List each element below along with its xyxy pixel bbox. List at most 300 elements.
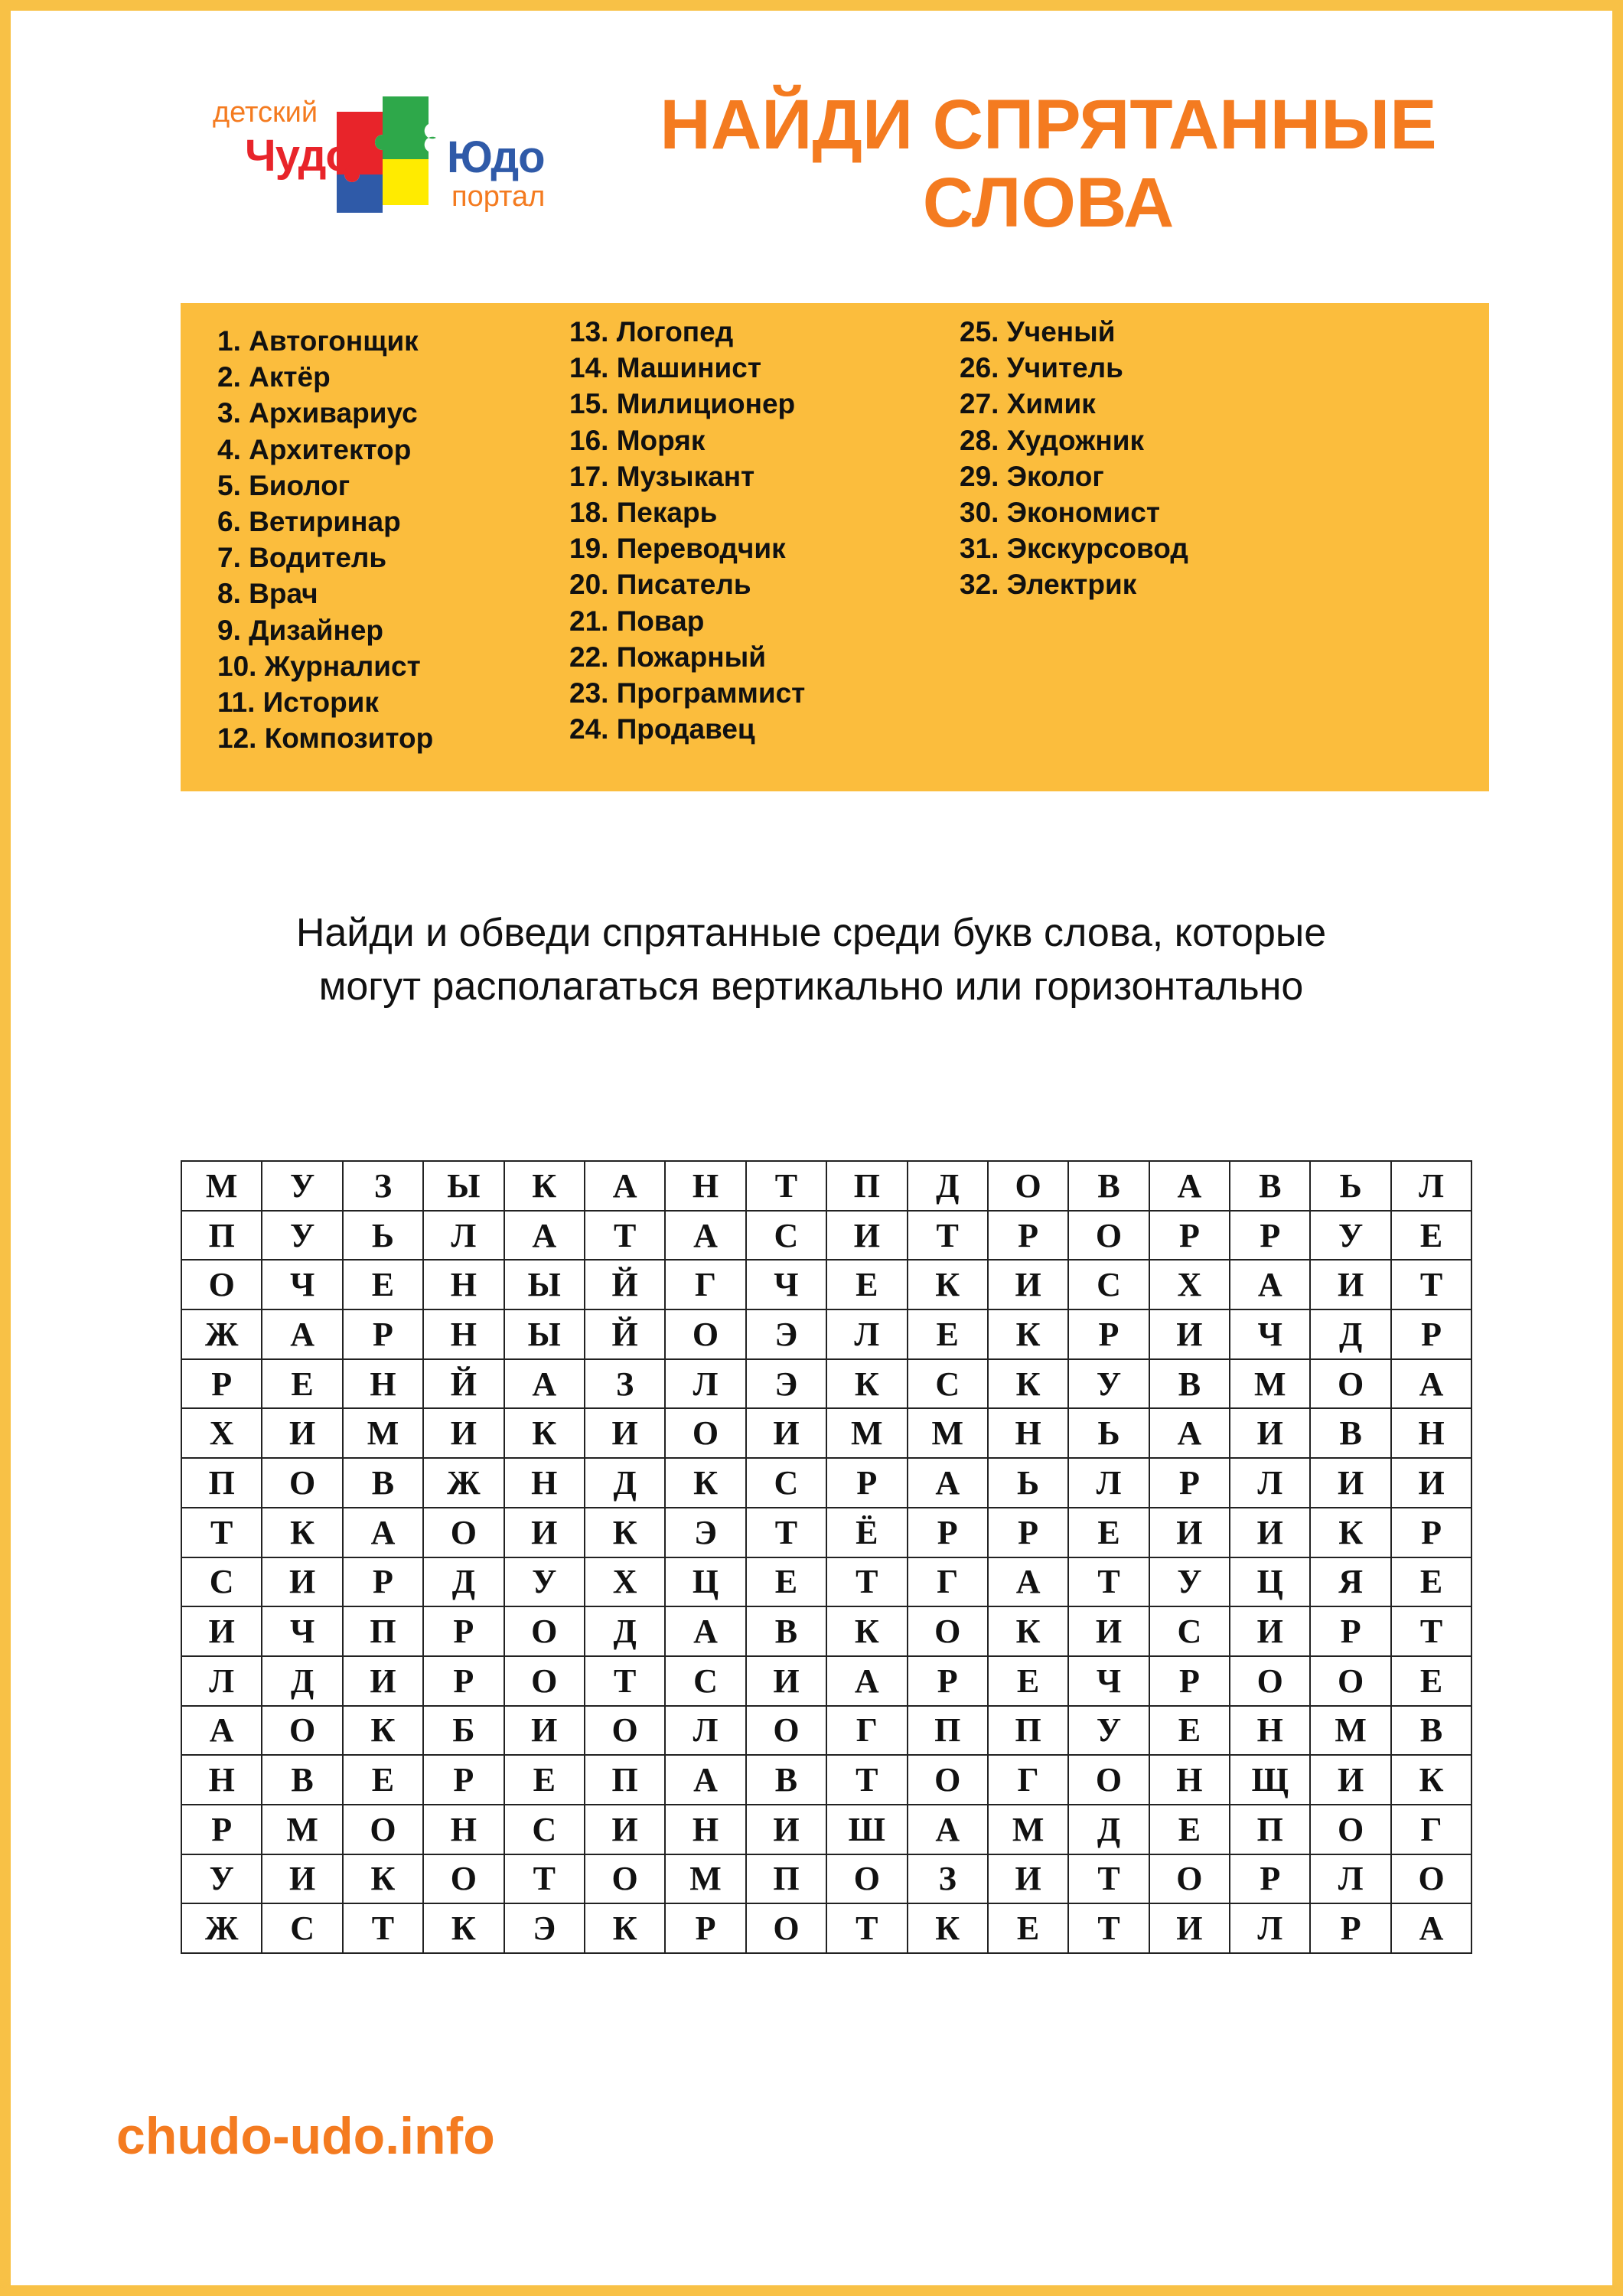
word-list-item: 15. Милиционер bbox=[569, 388, 796, 420]
grid-cell[interactable]: О bbox=[988, 1161, 1068, 1211]
grid-cell[interactable]: М bbox=[262, 1805, 342, 1854]
grid-cell[interactable]: Р bbox=[826, 1458, 907, 1508]
grid-cell[interactable]: О bbox=[1310, 1359, 1390, 1409]
grid-cell[interactable]: С bbox=[908, 1359, 988, 1409]
grid-cell[interactable]: У bbox=[181, 1854, 262, 1904]
grid-cell[interactable]: Т bbox=[826, 1557, 907, 1607]
grid-cell[interactable]: Д bbox=[908, 1161, 988, 1211]
grid-cell[interactable]: Л bbox=[1310, 1854, 1390, 1904]
grid-cell[interactable]: П bbox=[181, 1458, 262, 1508]
grid-cell[interactable]: Г bbox=[826, 1706, 907, 1756]
grid-cell[interactable]: Р bbox=[1149, 1211, 1230, 1261]
grid-cell[interactable]: К bbox=[1391, 1755, 1471, 1805]
grid-cell[interactable]: И bbox=[1149, 1309, 1230, 1359]
word-list-item: 13. Логопед bbox=[569, 316, 734, 347]
grid-cell[interactable]: И bbox=[826, 1211, 907, 1261]
grid-cell[interactable]: Ы bbox=[504, 1260, 585, 1309]
grid-cell[interactable]: Е bbox=[1149, 1706, 1230, 1756]
grid-cell[interactable]: К bbox=[826, 1606, 907, 1656]
grid-cell[interactable]: А bbox=[1391, 1903, 1471, 1953]
grid-row bbox=[181, 1508, 1471, 1557]
grid-cell[interactable]: И bbox=[262, 1557, 342, 1607]
grid-row bbox=[181, 1408, 1471, 1458]
title-line-2: СЛОВА bbox=[922, 164, 1175, 242]
grid-cell[interactable]: Р bbox=[908, 1508, 988, 1557]
word-list-item: 9. Дизайнер bbox=[217, 614, 383, 646]
logo[interactable] bbox=[207, 90, 566, 220]
word-list-item: 12. Композитор bbox=[217, 722, 434, 755]
grid-cell[interactable]: И bbox=[988, 1260, 1068, 1309]
grid-cell[interactable]: И bbox=[1068, 1606, 1149, 1656]
grid-cell[interactable]: К bbox=[1310, 1508, 1390, 1557]
grid-cell[interactable]: И bbox=[504, 1508, 585, 1557]
grid-cell[interactable]: И bbox=[1310, 1260, 1390, 1309]
logo-brand-right: Юдо bbox=[447, 132, 545, 182]
grid-cell[interactable]: П bbox=[1230, 1805, 1310, 1854]
grid-cell[interactable]: О bbox=[826, 1854, 907, 1904]
grid-row bbox=[181, 1606, 1471, 1656]
grid-cell[interactable]: А bbox=[262, 1309, 342, 1359]
grid-cell[interactable]: У bbox=[1149, 1557, 1230, 1607]
grid-cell[interactable]: И bbox=[746, 1408, 826, 1458]
grid-cell[interactable]: В bbox=[1310, 1408, 1390, 1458]
word-list-item: 20. Писатель bbox=[569, 569, 751, 601]
grid-cell[interactable]: Р bbox=[181, 1805, 262, 1854]
grid-cell[interactable]: Р bbox=[423, 1656, 504, 1706]
grid-cell[interactable]: Т bbox=[746, 1161, 826, 1211]
logo-top-text: детский bbox=[213, 96, 318, 129]
grid-cell[interactable]: Л bbox=[1068, 1458, 1149, 1508]
grid-cell[interactable]: Н bbox=[665, 1161, 745, 1211]
grid-cell[interactable]: Г bbox=[1391, 1805, 1471, 1854]
grid-cell[interactable]: О bbox=[665, 1408, 745, 1458]
grid-cell[interactable]: А bbox=[1149, 1161, 1230, 1211]
grid-cell[interactable]: И bbox=[262, 1408, 342, 1458]
grid-cell[interactable]: Р bbox=[1230, 1854, 1310, 1904]
grid-cell[interactable]: Т bbox=[1391, 1260, 1471, 1309]
grid-cell[interactable]: В bbox=[1230, 1161, 1310, 1211]
grid-cell[interactable]: С bbox=[1068, 1260, 1149, 1309]
grid-cell[interactable]: О bbox=[423, 1508, 504, 1557]
word-list-item: 8. Врач bbox=[217, 578, 318, 610]
grid-cell[interactable]: И bbox=[585, 1408, 665, 1458]
grid-cell[interactable]: Т bbox=[504, 1854, 585, 1904]
grid-cell[interactable]: Й bbox=[585, 1309, 665, 1359]
grid-cell[interactable]: Э bbox=[504, 1903, 585, 1953]
grid-cell[interactable]: В bbox=[746, 1755, 826, 1805]
grid-row bbox=[181, 1805, 1471, 1854]
grid-cell[interactable]: О bbox=[665, 1309, 745, 1359]
grid-cell[interactable]: С bbox=[181, 1557, 262, 1607]
grid-cell[interactable]: И bbox=[1230, 1408, 1310, 1458]
grid-cell[interactable]: Т bbox=[181, 1508, 262, 1557]
grid-cell[interactable]: И bbox=[1310, 1458, 1390, 1508]
grid-cell[interactable]: М bbox=[181, 1161, 262, 1211]
grid-cell[interactable]: Т bbox=[585, 1656, 665, 1706]
grid-cell[interactable]: Ь bbox=[988, 1458, 1068, 1508]
grid-cell[interactable]: Р bbox=[908, 1656, 988, 1706]
grid-cell[interactable]: М bbox=[1310, 1706, 1390, 1756]
grid-cell[interactable]: И bbox=[1149, 1903, 1230, 1953]
grid-cell[interactable]: Т bbox=[826, 1903, 907, 1953]
grid-cell[interactable]: А bbox=[1149, 1408, 1230, 1458]
grid-cell[interactable]: Н bbox=[423, 1309, 504, 1359]
grid-cell[interactable]: Е bbox=[1391, 1557, 1471, 1607]
grid-cell[interactable]: К bbox=[988, 1359, 1068, 1409]
word-list-item: 27. Химик bbox=[960, 388, 1096, 420]
grid-cell[interactable]: Е bbox=[826, 1260, 907, 1309]
grid-cell[interactable]: Р bbox=[1230, 1211, 1310, 1261]
grid-cell[interactable]: Р bbox=[1391, 1309, 1471, 1359]
grid-cell[interactable]: П bbox=[181, 1211, 262, 1261]
grid-cell[interactable]: О bbox=[504, 1656, 585, 1706]
grid-cell[interactable]: Р bbox=[423, 1606, 504, 1656]
grid-cell[interactable]: Г bbox=[665, 1260, 745, 1309]
grid-cell[interactable]: М bbox=[988, 1805, 1068, 1854]
page-title bbox=[627, 86, 1469, 242]
grid-cell[interactable]: Р bbox=[423, 1755, 504, 1805]
grid-cell[interactable]: А bbox=[908, 1805, 988, 1854]
word-list-item: 23. Программист bbox=[569, 677, 806, 709]
grid-cell[interactable]: П bbox=[343, 1606, 423, 1656]
word-list-item: 21. Повар bbox=[569, 605, 705, 637]
grid-cell[interactable]: А bbox=[181, 1706, 262, 1756]
grid-cell[interactable]: С bbox=[746, 1211, 826, 1261]
grid-cell[interactable]: У bbox=[1068, 1706, 1149, 1756]
grid-cell[interactable]: О bbox=[262, 1706, 342, 1756]
grid-cell[interactable]: Е bbox=[988, 1656, 1068, 1706]
grid-row bbox=[181, 1161, 1471, 1211]
grid-cell[interactable]: А bbox=[988, 1557, 1068, 1607]
grid-cell[interactable]: О bbox=[1391, 1854, 1471, 1904]
grid-cell[interactable]: Л bbox=[181, 1656, 262, 1706]
grid-cell[interactable]: Т bbox=[826, 1755, 907, 1805]
grid-cell[interactable]: К bbox=[988, 1309, 1068, 1359]
grid-cell[interactable]: Н bbox=[1391, 1408, 1471, 1458]
grid-cell[interactable]: Ж bbox=[181, 1903, 262, 1953]
grid-cell[interactable]: М bbox=[1230, 1359, 1310, 1409]
grid-cell[interactable]: О bbox=[746, 1706, 826, 1756]
grid-cell[interactable]: Р bbox=[343, 1557, 423, 1607]
grid-cell[interactable]: В bbox=[343, 1458, 423, 1508]
grid-cell[interactable]: П bbox=[988, 1706, 1068, 1756]
grid-cell[interactable]: Р bbox=[988, 1508, 1068, 1557]
grid-cell[interactable]: Л bbox=[1391, 1161, 1471, 1211]
grid-cell[interactable]: А bbox=[504, 1211, 585, 1261]
grid-cell[interactable]: Щ bbox=[1230, 1755, 1310, 1805]
grid-cell[interactable]: О bbox=[343, 1805, 423, 1854]
grid-cell[interactable]: В bbox=[1391, 1706, 1471, 1756]
grid-cell[interactable]: К bbox=[423, 1903, 504, 1953]
grid-row bbox=[181, 1557, 1471, 1607]
word-list-panel bbox=[181, 303, 1489, 791]
grid-cell[interactable]: У bbox=[262, 1161, 342, 1211]
grid-cell[interactable]: Д bbox=[585, 1606, 665, 1656]
grid-cell[interactable]: У bbox=[1068, 1359, 1149, 1409]
grid-cell[interactable]: Й bbox=[585, 1260, 665, 1309]
grid-cell[interactable]: Е bbox=[1068, 1508, 1149, 1557]
grid-cell[interactable]: П bbox=[585, 1755, 665, 1805]
grid-cell[interactable]: О bbox=[1310, 1656, 1390, 1706]
grid-cell[interactable]: Д bbox=[1068, 1805, 1149, 1854]
grid-cell[interactable]: Ё bbox=[826, 1508, 907, 1557]
grid-cell[interactable]: К bbox=[826, 1359, 907, 1409]
grid-cell[interactable]: Ж bbox=[423, 1458, 504, 1508]
grid-cell[interactable]: Д bbox=[423, 1557, 504, 1607]
grid-cell[interactable]: Л bbox=[665, 1706, 745, 1756]
grid-cell[interactable]: О bbox=[1068, 1211, 1149, 1261]
grid-cell[interactable]: А bbox=[826, 1656, 907, 1706]
grid-cell[interactable]: И bbox=[262, 1854, 342, 1904]
grid-cell[interactable]: К bbox=[343, 1854, 423, 1904]
grid-cell[interactable]: Н bbox=[504, 1458, 585, 1508]
grid-cell[interactable]: О bbox=[585, 1706, 665, 1756]
grid-cell[interactable]: Ч bbox=[262, 1606, 342, 1656]
grid-cell[interactable]: Е bbox=[343, 1755, 423, 1805]
grid-row bbox=[181, 1458, 1471, 1508]
grid-cell[interactable]: Р bbox=[1391, 1508, 1471, 1557]
word-list-column-3 bbox=[960, 314, 1188, 603]
grid-cell[interactable]: Н bbox=[1149, 1755, 1230, 1805]
grid-cell[interactable]: С bbox=[504, 1805, 585, 1854]
grid-cell[interactable]: Д bbox=[262, 1656, 342, 1706]
grid-cell[interactable]: Л bbox=[1230, 1903, 1310, 1953]
grid-cell[interactable]: С bbox=[665, 1656, 745, 1706]
grid-cell[interactable]: К bbox=[585, 1903, 665, 1953]
grid-cell[interactable]: Ы bbox=[423, 1161, 504, 1211]
grid-cell[interactable]: Ч bbox=[746, 1260, 826, 1309]
grid-cell[interactable]: Н bbox=[423, 1805, 504, 1854]
grid-cell[interactable]: Л bbox=[423, 1211, 504, 1261]
grid-cell[interactable]: А bbox=[665, 1606, 745, 1656]
grid-cell[interactable]: И bbox=[1310, 1755, 1390, 1805]
grid-cell[interactable]: Т bbox=[1068, 1557, 1149, 1607]
grid-cell[interactable]: К bbox=[262, 1508, 342, 1557]
grid-cell[interactable]: О bbox=[908, 1755, 988, 1805]
grid-cell[interactable]: Е bbox=[1391, 1211, 1471, 1261]
grid-row bbox=[181, 1706, 1471, 1756]
grid-cell[interactable]: Л bbox=[826, 1309, 907, 1359]
grid-cell[interactable]: К bbox=[665, 1458, 745, 1508]
word-list-item: 4. Архитектор bbox=[217, 433, 412, 465]
grid-cell[interactable]: Я bbox=[1310, 1557, 1390, 1607]
grid-cell[interactable]: Л bbox=[1230, 1458, 1310, 1508]
grid-cell[interactable]: П bbox=[826, 1161, 907, 1211]
grid-cell[interactable]: Р bbox=[988, 1211, 1068, 1261]
grid-cell[interactable]: Н bbox=[988, 1408, 1068, 1458]
word-list-item: 25. Ученый bbox=[960, 316, 1116, 347]
word-list-item: 24. Продавец bbox=[569, 713, 755, 745]
grid-cell[interactable]: О bbox=[1310, 1805, 1390, 1854]
grid-cell[interactable]: Е bbox=[746, 1557, 826, 1607]
word-list-item: 30. Экономист bbox=[960, 497, 1160, 529]
grid-cell[interactable]: Н bbox=[665, 1805, 745, 1854]
grid-cell[interactable]: У bbox=[262, 1211, 342, 1261]
grid-cell[interactable]: О bbox=[181, 1260, 262, 1309]
grid-cell[interactable]: Л bbox=[665, 1359, 745, 1409]
grid-cell[interactable]: Е bbox=[1391, 1656, 1471, 1706]
grid-cell[interactable]: К bbox=[908, 1903, 988, 1953]
grid-cell[interactable]: И bbox=[504, 1706, 585, 1756]
grid-cell[interactable]: К bbox=[988, 1606, 1068, 1656]
grid-cell[interactable]: О bbox=[1149, 1854, 1230, 1904]
grid-cell[interactable]: А bbox=[908, 1458, 988, 1508]
grid-cell[interactable]: Н bbox=[1230, 1706, 1310, 1756]
grid-cell[interactable]: Р bbox=[1310, 1903, 1390, 1953]
grid-row bbox=[181, 1260, 1471, 1309]
grid-cell[interactable]: Р bbox=[343, 1309, 423, 1359]
grid-cell[interactable]: Ь bbox=[1068, 1408, 1149, 1458]
grid-cell[interactable]: Ы bbox=[504, 1309, 585, 1359]
grid-cell[interactable]: Т bbox=[746, 1508, 826, 1557]
word-list-item: 26. Учитель bbox=[960, 352, 1123, 384]
grid-cell[interactable]: Ч bbox=[262, 1260, 342, 1309]
grid-cell[interactable]: Т bbox=[343, 1903, 423, 1953]
grid-cell[interactable]: И bbox=[343, 1656, 423, 1706]
grid-cell[interactable]: Е bbox=[343, 1260, 423, 1309]
grid-cell[interactable]: Т bbox=[908, 1211, 988, 1261]
grid-cell[interactable]: Т bbox=[585, 1211, 665, 1261]
grid-cell[interactable]: И bbox=[1230, 1508, 1310, 1557]
grid-cell[interactable]: И bbox=[1149, 1508, 1230, 1557]
grid-cell[interactable]: Х bbox=[585, 1557, 665, 1607]
word-list-item: 19. Переводчик bbox=[569, 533, 786, 565]
grid-cell[interactable]: А bbox=[1230, 1260, 1310, 1309]
word-list-item: 29. Эколог bbox=[960, 460, 1104, 492]
grid-cell[interactable]: С bbox=[262, 1903, 342, 1953]
grid-cell[interactable]: И bbox=[746, 1805, 826, 1854]
grid-cell[interactable]: А bbox=[585, 1161, 665, 1211]
grid-cell[interactable]: З bbox=[908, 1854, 988, 1904]
grid-cell[interactable]: Ц bbox=[1230, 1557, 1310, 1607]
grid-cell[interactable]: К bbox=[908, 1260, 988, 1309]
grid-cell[interactable]: З bbox=[343, 1161, 423, 1211]
grid-cell[interactable]: Э bbox=[746, 1359, 826, 1409]
grid-cell[interactable]: М bbox=[826, 1408, 907, 1458]
grid-cell[interactable]: Е bbox=[988, 1903, 1068, 1953]
grid-cell[interactable]: М bbox=[908, 1408, 988, 1458]
grid-cell[interactable]: З bbox=[585, 1359, 665, 1409]
grid-cell[interactable]: Ч bbox=[1230, 1309, 1310, 1359]
grid-cell[interactable]: И bbox=[1391, 1458, 1471, 1508]
grid-cell[interactable]: Х bbox=[1149, 1260, 1230, 1309]
grid-cell[interactable]: Р bbox=[1310, 1606, 1390, 1656]
grid-cell[interactable]: И bbox=[423, 1408, 504, 1458]
grid-cell[interactable]: Ц bbox=[665, 1557, 745, 1607]
grid-cell[interactable]: Г bbox=[908, 1557, 988, 1607]
grid-cell[interactable]: Т bbox=[1068, 1854, 1149, 1904]
grid-cell[interactable]: А bbox=[665, 1755, 745, 1805]
grid-cell[interactable]: Р bbox=[1149, 1656, 1230, 1706]
grid-row bbox=[181, 1359, 1471, 1409]
grid-cell[interactable]: Р bbox=[1068, 1309, 1149, 1359]
grid-row bbox=[181, 1854, 1471, 1904]
grid-cell[interactable]: О bbox=[746, 1903, 826, 1953]
grid-cell[interactable]: Э bbox=[746, 1309, 826, 1359]
grid-cell[interactable]: П bbox=[746, 1854, 826, 1904]
grid-row bbox=[181, 1211, 1471, 1261]
grid-cell[interactable]: А bbox=[343, 1508, 423, 1557]
grid-cell[interactable]: Н bbox=[343, 1359, 423, 1409]
grid-cell[interactable]: Д bbox=[585, 1458, 665, 1508]
grid-cell[interactable]: Р bbox=[1149, 1458, 1230, 1508]
grid-cell[interactable]: И bbox=[181, 1606, 262, 1656]
grid-cell[interactable]: В bbox=[746, 1606, 826, 1656]
grid-cell[interactable]: Р bbox=[181, 1359, 262, 1409]
grid-cell[interactable]: О bbox=[1068, 1755, 1149, 1805]
grid-cell[interactable]: Ь bbox=[1310, 1161, 1390, 1211]
instruction-line-1: Найди и обведи спрятанные среди букв слова, которые bbox=[295, 911, 1327, 955]
grid-cell[interactable]: Н bbox=[423, 1260, 504, 1309]
grid-cell[interactable]: С bbox=[1149, 1606, 1230, 1656]
grid-cell[interactable]: О bbox=[908, 1606, 988, 1656]
grid-cell[interactable]: К bbox=[504, 1161, 585, 1211]
grid-cell[interactable]: Ь bbox=[343, 1211, 423, 1261]
grid-cell[interactable]: В bbox=[1068, 1161, 1149, 1211]
grid-cell[interactable]: Э bbox=[665, 1508, 745, 1557]
grid-cell[interactable]: Т bbox=[1068, 1903, 1149, 1953]
grid-cell[interactable]: Т bbox=[1391, 1606, 1471, 1656]
grid-cell[interactable]: П bbox=[908, 1706, 988, 1756]
grid-cell[interactable]: И bbox=[1230, 1606, 1310, 1656]
grid-cell[interactable]: Е bbox=[504, 1755, 585, 1805]
grid-cell[interactable]: О bbox=[585, 1854, 665, 1904]
grid-cell[interactable]: Х bbox=[181, 1408, 262, 1458]
grid-cell[interactable]: О bbox=[423, 1854, 504, 1904]
grid-cell[interactable]: В bbox=[262, 1755, 342, 1805]
word-list-item: 3. Архивариус bbox=[217, 397, 418, 429]
grid-cell[interactable]: У bbox=[504, 1557, 585, 1607]
grid-cell[interactable]: И bbox=[988, 1854, 1068, 1904]
grid-cell[interactable]: А bbox=[1391, 1359, 1471, 1409]
footer-url[interactable]: chudo-udo.info bbox=[116, 2107, 495, 2165]
grid-cell[interactable]: К bbox=[343, 1706, 423, 1756]
grid-cell[interactable]: А bbox=[665, 1211, 745, 1261]
grid-cell[interactable]: О bbox=[504, 1606, 585, 1656]
grid-cell[interactable]: Е bbox=[908, 1309, 988, 1359]
grid-cell[interactable]: С bbox=[746, 1458, 826, 1508]
grid-cell[interactable]: Ч bbox=[1068, 1656, 1149, 1706]
word-list-column-2 bbox=[569, 314, 805, 747]
grid-row bbox=[181, 1656, 1471, 1706]
grid-cell[interactable]: М bbox=[343, 1408, 423, 1458]
word-list-item: 18. Пекарь bbox=[569, 497, 718, 529]
grid-cell[interactable]: К bbox=[504, 1408, 585, 1458]
grid-cell[interactable]: И bbox=[585, 1805, 665, 1854]
grid-cell[interactable]: А bbox=[504, 1359, 585, 1409]
grid-cell[interactable]: Ж bbox=[181, 1309, 262, 1359]
grid-cell[interactable]: У bbox=[1310, 1211, 1390, 1261]
grid-cell[interactable]: Д bbox=[1310, 1309, 1390, 1359]
grid-cell[interactable]: М bbox=[665, 1854, 745, 1904]
grid-cell[interactable]: К bbox=[585, 1508, 665, 1557]
grid-cell[interactable]: Б bbox=[423, 1706, 504, 1756]
grid-cell[interactable]: Г bbox=[988, 1755, 1068, 1805]
grid-cell[interactable]: О bbox=[1230, 1656, 1310, 1706]
grid-cell[interactable]: В bbox=[1149, 1359, 1230, 1409]
grid-cell[interactable]: Й bbox=[423, 1359, 504, 1409]
word-list-item: 16. Моряк bbox=[569, 424, 706, 456]
grid-cell[interactable]: Е bbox=[262, 1359, 342, 1409]
grid-cell[interactable]: Ш bbox=[826, 1805, 907, 1854]
grid-cell[interactable]: Р bbox=[665, 1903, 745, 1953]
word-list-item: 6. Ветиринар bbox=[217, 506, 401, 538]
grid-cell[interactable]: Н bbox=[181, 1755, 262, 1805]
word-list-column-1 bbox=[217, 323, 433, 756]
grid-cell[interactable]: О bbox=[262, 1458, 342, 1508]
grid-cell[interactable]: Е bbox=[1149, 1805, 1230, 1854]
grid-cell[interactable]: И bbox=[746, 1656, 826, 1706]
